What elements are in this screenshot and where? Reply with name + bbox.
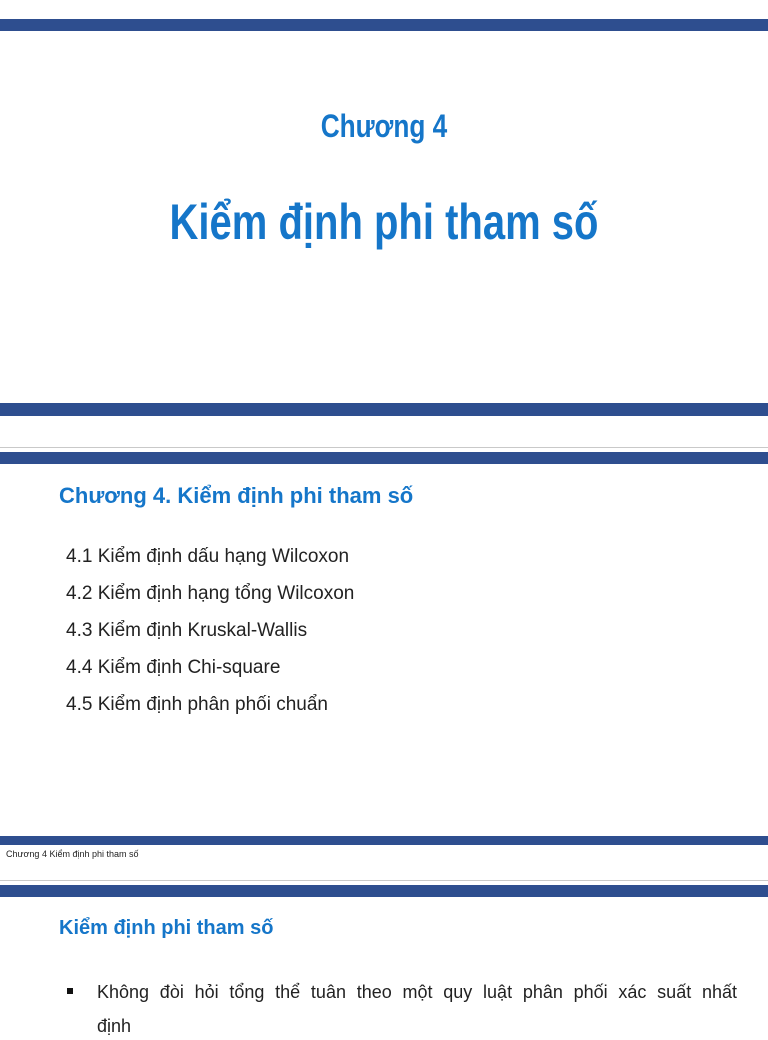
square-bullet-icon <box>67 988 73 994</box>
slide2-top-bar <box>0 452 768 464</box>
slide3-title: Kiểm định phi tham số <box>59 917 274 939</box>
bullet-text-continuation: định <box>97 1016 132 1036</box>
toc-item: 4.1 Kiểm định dấu hạng Wilcoxon <box>66 546 350 567</box>
slide3-top-bar <box>0 885 768 897</box>
slide3-top-line <box>0 880 768 881</box>
chapter-label: Chương 4 <box>320 108 448 144</box>
toc-item: 4.2 Kiểm định hạng tổng Wilcoxon <box>66 583 355 604</box>
slide2-footer: Chương 4 Kiểm định phi tham số <box>6 849 139 859</box>
slide1-bottom-bar <box>0 403 768 416</box>
toc-item: 4.3 Kiểm định Kruskal-Wallis <box>66 620 308 641</box>
toc-item: 4.4 Kiểm định Chi-square <box>66 657 281 678</box>
table-of-contents <box>66 543 354 728</box>
slide2-title: Chương 4. Kiểm định phi tham số <box>59 483 414 508</box>
slide1-title: Kiểm định phi tham số <box>169 194 599 250</box>
slide1-top-bar <box>0 19 768 31</box>
toc-item: 4.5 Kiểm định phân phối chuẩn <box>66 694 328 715</box>
slide2-top-line <box>0 447 768 448</box>
bullet-text: Không đòi hỏi tổng thể tuân theo một quy luật phân phối xác suất nhất <box>97 982 737 1002</box>
slide2-bottom-bar <box>0 836 768 845</box>
